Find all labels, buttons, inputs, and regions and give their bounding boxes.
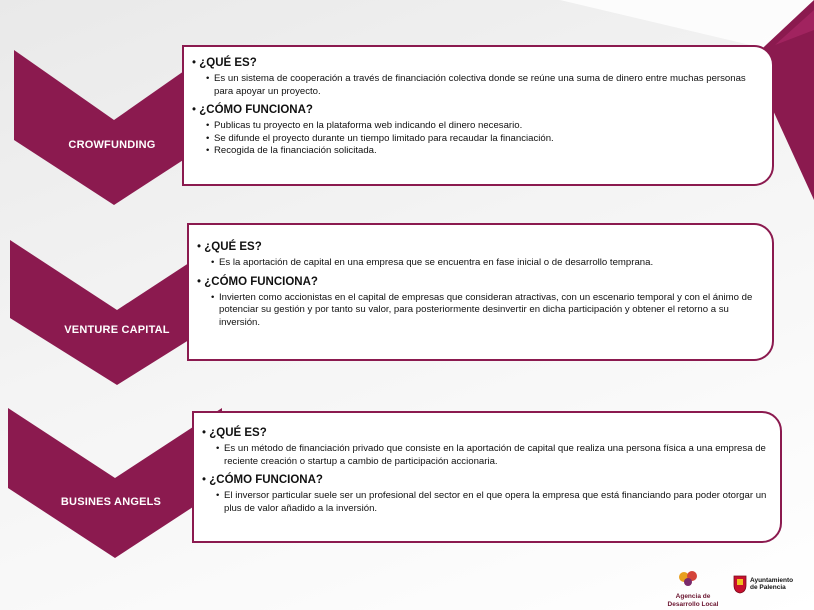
- city-text: [750, 577, 793, 592]
- list-que-es: [202, 443, 768, 468]
- list-item: • Recogida de la financiación solicitada.: [206, 145, 760, 158]
- agency-line2: Desarrollo Local: [667, 600, 719, 608]
- box-busines-angels: [192, 411, 782, 543]
- heading-como-funciona: • ¿CÓMO FUNCIONA?: [192, 104, 760, 116]
- label-venture-capital: VENTURE CAPITAL: [64, 324, 170, 336]
- list-que-es: [192, 73, 760, 98]
- list-como-funciona: [197, 292, 760, 330]
- list-que-es: [197, 257, 760, 270]
- label-busines-angels: BUSINES ANGELS: [60, 496, 162, 508]
- box-crowfunding: [182, 45, 774, 186]
- list-como-funciona: [192, 120, 760, 158]
- list-item: • Es la aportación de capital en una empresa que se encuentra en fase inicial o de desarrollo temprana.: [211, 257, 760, 270]
- list-como-funciona: [202, 490, 768, 515]
- heading-que-es: • ¿QUÉ ES?: [197, 241, 760, 253]
- heading-que-es: • ¿QUÉ ES?: [192, 57, 760, 69]
- city-line2: de Palencia: [750, 584, 786, 591]
- coat-of-arms-icon: [733, 574, 747, 594]
- list-item: • Invierten como accionistas en el capital de empresas que consideran atractivas, con un escenario temporal y con el ánimo de potenciar su gestión y por tanto su valor, para posteriormente desinvertir en dicha participación y obtener el retorno a su inversión.: [211, 292, 760, 330]
- list-item: • Es un método de financiación privado que consiste en la aportación de capital que realiza una persona física a una empresa de reciente creación o startup a cambio de participación accionaria.: [216, 443, 768, 468]
- city-line1: Ayuntamiento: [750, 576, 794, 584]
- list-item: • Es un sistema de cooperación a través de financiación colectiva donde se reúne una suma de dinero entre muchas personas para apoyar un proyecto.: [206, 73, 760, 98]
- list-item: • Publicas tu proyecto en la plataforma web indicando el dinero necesario.: [206, 120, 760, 133]
- heading-que-es: • ¿QUÉ ES?: [202, 427, 768, 439]
- agency-logo-icon: [658, 568, 728, 588]
- label-crowfunding: CROWFUNDING: [68, 139, 156, 151]
- logo-ayuntamiento-palencia: [733, 574, 803, 594]
- list-item: • El inversor particular suele ser un profesional del sector en el que opera la empresa que está financiando para poder otorgar un plus de valor añadido a la inversión.: [216, 490, 768, 515]
- chevron-busines-angels: [8, 408, 222, 558]
- list-item: • Se difunde el proyecto durante un tiempo limitado para recaudar la financiación.: [206, 133, 760, 146]
- box-venture-capital: [187, 223, 774, 361]
- heading-como-funciona: • ¿CÓMO FUNCIONA?: [202, 474, 768, 486]
- heading-como-funciona: • ¿CÓMO FUNCIONA?: [197, 276, 760, 288]
- agency-line1: Agencia de: [675, 593, 711, 600]
- logo-agencia-desarrollo-local: [658, 568, 728, 608]
